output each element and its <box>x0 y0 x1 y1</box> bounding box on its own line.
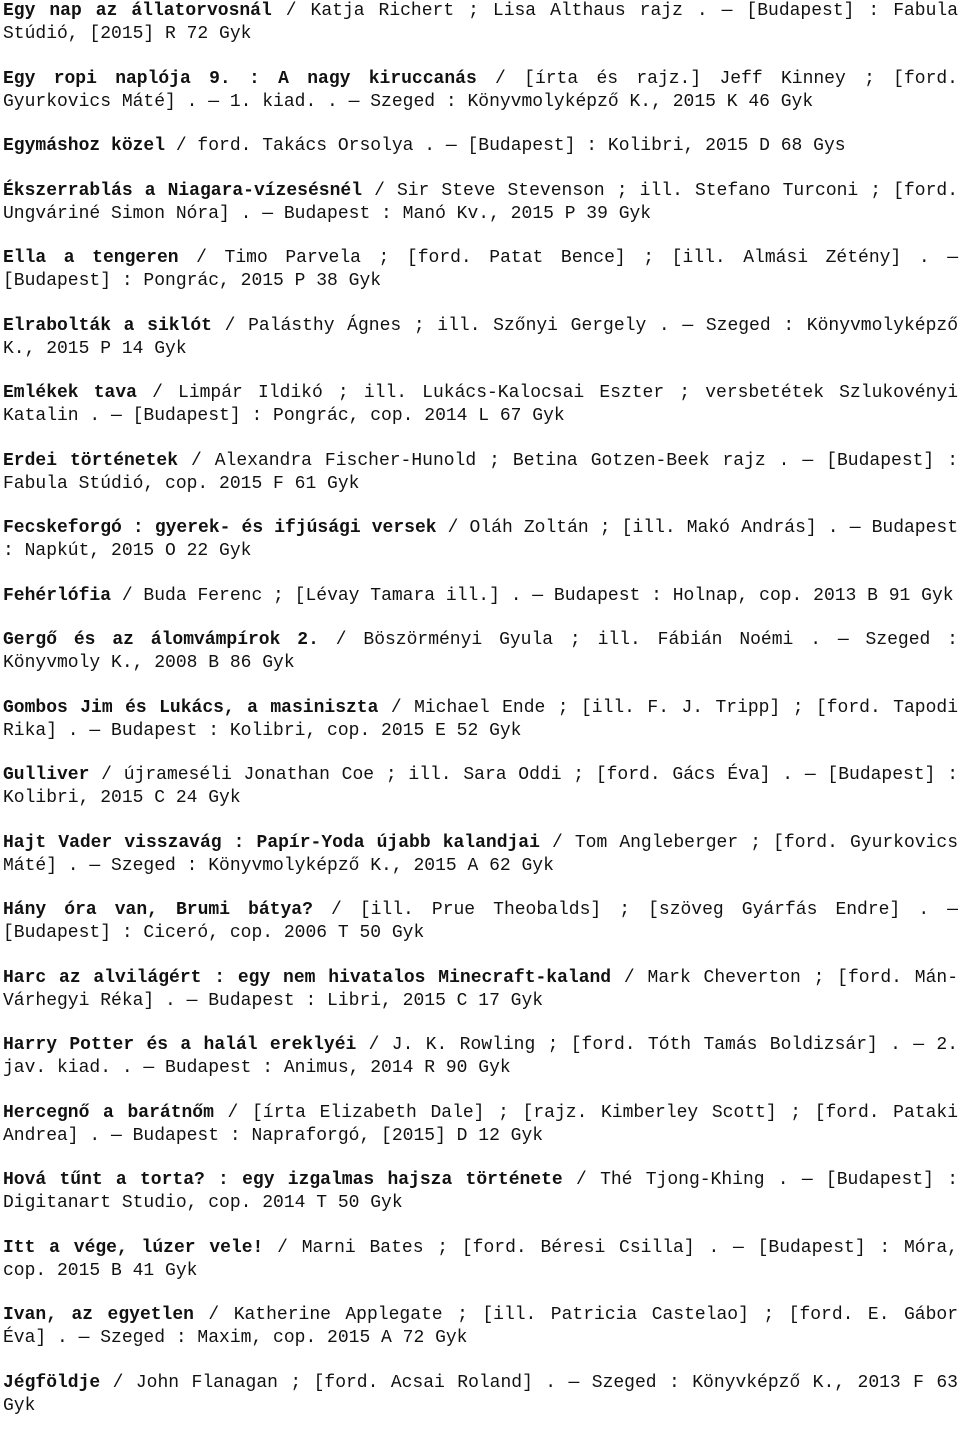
entry-title: Ékszerrablás a Niagara-vízesésnél <box>3 180 362 201</box>
catalog-entry <box>3 1304 958 1350</box>
entry-title: Gombos Jim és Lukács, a masiniszta <box>3 697 379 718</box>
catalog-entry <box>3 585 958 608</box>
entry-details: / Mark Cheverton ; [ford. Mán-Várhegyi Réka] . — Budapest : Libri, 2015 C 17 Gyk <box>3 967 958 1011</box>
entry-details: / Timo Parvela ; [ford. Patat Bence] ; [ill. Almási Zétény] . — [Budapest] : Pongrác, 2015 P 38 Gyk <box>3 248 959 291</box>
catalog-entry <box>3 180 958 226</box>
entry-details: / John Flanagan ; [ford. Acsai Roland] . — Szeged : Könyvképző K., 2013 F 63 Gyk <box>3 1372 958 1416</box>
entry-title: Harry Potter és a halál ereklyéi <box>3 1035 357 1055</box>
entry-details: / Buda Ferenc ; [Lévay Tamara ill.] . — Budapest : Holnap, cop. 2013 B 91 Gyk <box>111 585 954 606</box>
entry-title: Hajt Vader visszavág : Papír-Yoda újabb kalandjai <box>3 832 540 853</box>
entry-details: / [írta Elizabeth Dale] ; [rajz. Kimberley Scott] ; [ford. Pataki Andrea] . — Budapest : Napraforgó, [2015] D 12 Gyk <box>3 1102 958 1146</box>
entry-title: Hová tűnt a torta? : egy izgalmas hajsza története <box>3 1170 563 1190</box>
entry-details: / Alexandra Fischer-Hunold ; Betina Gotzen-Beek rajz . — [Budapest] : Fabula Stúdió, cop. 2015 F 61 Gyk <box>3 450 958 494</box>
catalog-entry <box>3 247 958 293</box>
entry-details: / J. K. Rowling ; [ford. Tóth Tamás Boldizsár] . — 2. jav. kiad. . — Budapest : Animus, 2014 R 90 Gyk <box>3 1035 959 1078</box>
entry-details: / [írta és rajz.] Jeff Kinney ; [ford. Gyurkovics Máté] . — 1. kiad. . — Szeged : Könyvmolyképző K., 2015 K 46 Gyk <box>3 68 958 112</box>
entry-details: / Katja Richert ; Lisa Althaus rajz . — [Budapest] : Fabula Stúdió, [2015] R 72 Gyk <box>3 1 958 44</box>
entry-title: Gergő és az álomvámpírok 2. <box>3 630 319 650</box>
entry-title: Egymáshoz közel <box>3 136 166 156</box>
catalog-entry <box>3 1372 958 1418</box>
entry-title: Emlékek tava <box>3 383 137 403</box>
catalog-entry <box>3 832 958 878</box>
catalog-entry <box>3 1169 958 1215</box>
catalog-entry <box>3 1102 958 1148</box>
entry-details: / Palásthy Ágnes ; ill. Szőnyi Gergely . — Szeged : Könyvmolyképző K., 2015 P 14 Gyk <box>3 315 959 359</box>
catalog-entry <box>3 629 958 675</box>
catalog-entry <box>3 1034 958 1080</box>
entry-title: Hány óra van, Brumi bátya? <box>3 900 313 920</box>
entry-details: / Sir Steve Stevenson ; ill. Stefano Turconi ; [ford. Ungváriné Simon Nóra] . — Budapest : Manó Kv., 2015 P 39 Gyk <box>3 180 958 224</box>
entry-title: Elrabolták a siklót <box>3 315 212 336</box>
entry-title: Egy ropi naplója 9. : A nagy kiruccanás <box>3 68 477 89</box>
catalog-entry <box>3 697 958 743</box>
catalog-entry <box>3 967 958 1013</box>
entry-title: Egy nap az állatorvosnál <box>3 1 272 21</box>
entry-title: Ella a tengeren <box>3 248 179 268</box>
entry-details: / Oláh Zoltán ; [ill. Makó András] . — Budapest : Napkút, 2015 O 22 Gyk <box>3 518 959 561</box>
entry-title: Erdei történetek <box>3 450 178 471</box>
catalog-entry <box>3 899 958 945</box>
entry-details: / újrameséli Jonathan Coe ; ill. Sara Oddi ; [ford. Gács Éva] . — [Budapest] : Kolibri, 2015 C 24 Gyk <box>3 765 958 808</box>
catalog-entry <box>3 315 958 361</box>
catalog-list <box>3 0 958 1418</box>
entry-details: / ford. Takács Orsolya . — [Budapest] : Kolibri, 2015 D 68 Gys <box>165 136 846 156</box>
catalog-entry <box>3 764 958 810</box>
entry-details: / Thé Tjong-Khing . — [Budapest] : Digitanart Studio, cop. 2014 T 50 Gyk <box>3 1170 959 1213</box>
entry-title: Hercegnő a barátnőm <box>3 1102 214 1123</box>
entry-title: Fecskeforgó : gyerek- és ifjúsági versek <box>3 518 437 538</box>
catalog-entry <box>3 68 958 114</box>
entry-details: / [ill. Prue Theobalds] ; [szöveg Gyárfás Endre] . — [Budapest] : Ciceró, cop. 2006 T 50 Gyk <box>3 900 958 943</box>
catalog-entry <box>3 135 958 158</box>
catalog-entry <box>3 382 958 428</box>
entry-details: / Michael Ende ; [ill. F. J. Tripp] ; [ford. Tapodi Rika] . — Budapest : Kolibri, cop. 2015 E 52 Gyk <box>3 697 958 741</box>
catalog-entry <box>3 1237 958 1283</box>
catalog-entry <box>3 0 958 46</box>
entry-title: Ivan, az egyetlen <box>3 1305 194 1325</box>
entry-title: Jégföldje <box>3 1372 101 1393</box>
catalog-entry <box>3 450 958 496</box>
entry-title: Itt a vége, lúzer vele! <box>3 1237 264 1258</box>
entry-title: Fehérlófia <box>3 585 112 606</box>
entry-details: / Böszörményi Gyula ; ill. Fábián Noémi . — Szeged : Könyvmoly K., 2008 B 86 Gyk <box>3 630 958 673</box>
entry-details: / Tom Angleberger ; [ford. Gyurkovics Máté] . — Szeged : Könyvmolyképző K., 2015 A 62 Gyk <box>3 832 958 876</box>
entry-details: / Limpár Ildikó ; ill. Lukács-Kalocsai Eszter ; versbetétek Szlukovényi Katalin . — [Budapest] : Pongrác, cop. 2014 L 67 Gyk <box>3 383 958 426</box>
entry-title: Harc az alvilágért : egy nem hivatalos Minecraft-kaland <box>3 967 612 988</box>
entry-details: / Katherine Applegate ; [ill. Patricia Castelao] ; [ford. E. Gábor Éva] . — Szeged : Maxim, cop. 2015 A 72 Gyk <box>3 1305 958 1348</box>
catalog-entry <box>3 517 958 563</box>
entry-title: Gulliver <box>3 765 90 785</box>
entry-details: / Marni Bates ; [ford. Béresi Csilla] . — [Budapest] : Móra, cop. 2015 B 41 Gyk <box>3 1237 958 1281</box>
